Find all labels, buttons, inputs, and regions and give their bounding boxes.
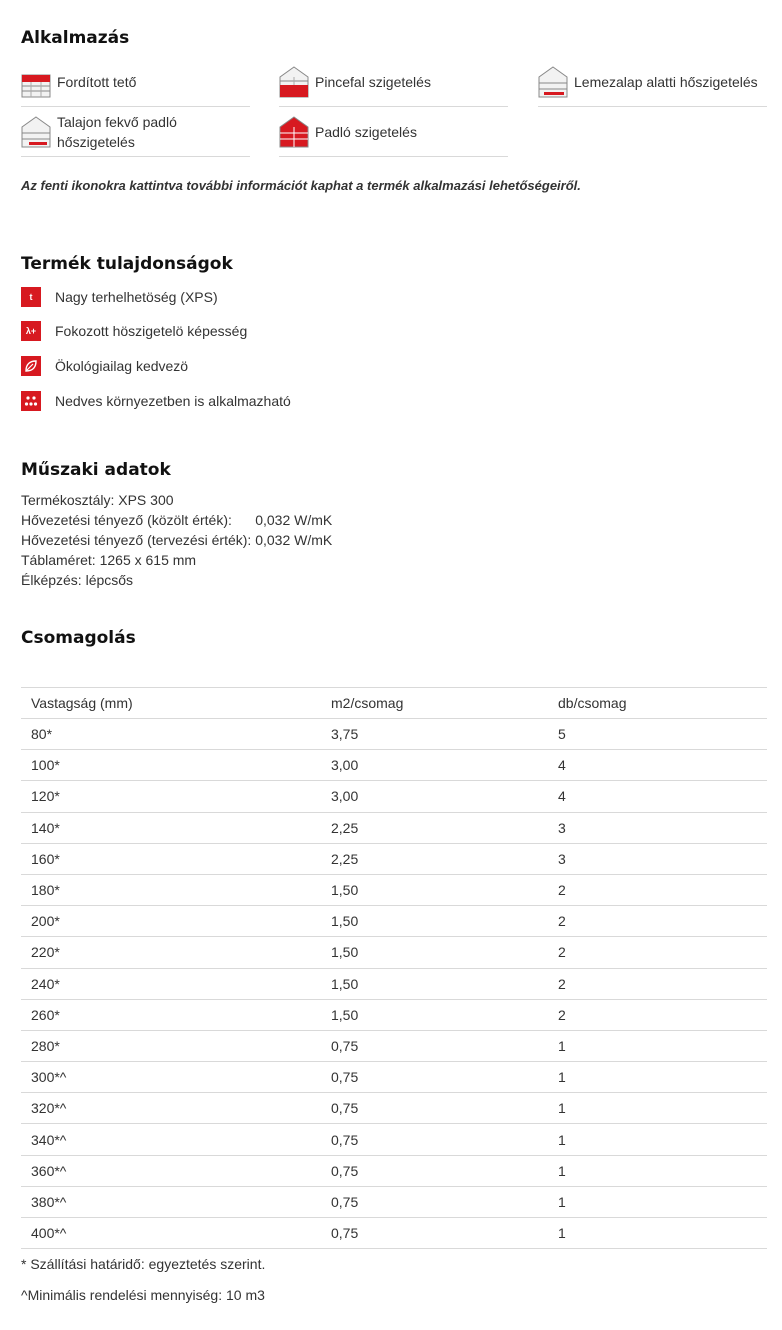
packaging-table	[21, 687, 767, 1249]
m2-per-pack-cell: 2,25	[321, 843, 548, 874]
m2-per-pack-cell: 0,75	[321, 1218, 548, 1249]
m2-per-pack-cell: 1,50	[321, 968, 548, 999]
property-moisture	[21, 391, 291, 411]
water-drops-icon	[21, 391, 41, 411]
tulajdonsagok-heading: Termék tulajdonságok	[21, 254, 233, 274]
m2-per-pack-cell: 0,75	[321, 1124, 548, 1155]
pieces-per-pack-cell: 2	[548, 906, 767, 937]
thickness-cell: 360*^	[21, 1155, 321, 1186]
property-eco	[21, 356, 188, 376]
thickness-cell: 200*	[21, 906, 321, 937]
floor-insulation-icon	[279, 115, 309, 149]
muszaki-heading: Műszaki adatok	[21, 460, 171, 480]
table-row	[21, 812, 767, 843]
app-item-label: Pincefal szigetelés	[315, 73, 431, 90]
m2-per-pack-cell: 1,50	[321, 937, 548, 968]
spec-row: Táblaméret: 1265 x 615 mm	[21, 552, 197, 568]
lambda-plus-icon: λ+	[21, 321, 41, 341]
thickness-cell: 160*	[21, 843, 321, 874]
table-row	[21, 968, 767, 999]
pieces-per-pack-cell: 1	[548, 1124, 767, 1155]
spec-list	[21, 490, 332, 590]
table-row	[21, 874, 767, 905]
footnote-minimum-order: ^Minimális rendelési mennyiség: 10 m3	[21, 1287, 265, 1303]
table-row	[21, 1093, 767, 1124]
alkalmazas-heading: Alkalmazás	[21, 28, 130, 48]
pieces-per-pack-cell: 3	[548, 812, 767, 843]
thickness-cell: 100*	[21, 750, 321, 781]
table-row	[21, 750, 767, 781]
thickness-cell: 220*	[21, 937, 321, 968]
csomagolas-heading: Csomagolás	[21, 628, 136, 648]
table-row	[21, 1186, 767, 1217]
app-item-ground-floor[interactable]	[21, 107, 250, 157]
thickness-cell: 300*^	[21, 1062, 321, 1093]
pieces-per-pack-cell: 4	[548, 781, 767, 812]
inverted-roof-icon	[21, 65, 51, 99]
pieces-per-pack-cell: 4	[548, 750, 767, 781]
thickness-cell: 380*^	[21, 1186, 321, 1217]
pieces-per-pack-cell: 2	[548, 937, 767, 968]
table-row	[21, 999, 767, 1030]
app-item-slab-foundation[interactable]	[538, 57, 767, 107]
app-item-label: Lemezalap alatti hőszigetelés	[574, 73, 758, 90]
column-header: db/csomag	[548, 688, 767, 719]
m2-per-pack-cell: 3,75	[321, 719, 548, 750]
thickness-cell: 340*^	[21, 1124, 321, 1155]
m2-per-pack-cell: 0,75	[321, 1093, 548, 1124]
table-header-row	[21, 688, 767, 719]
pieces-per-pack-cell: 1	[548, 1093, 767, 1124]
pieces-per-pack-cell: 1	[548, 1186, 767, 1217]
pieces-per-pack-cell: 2	[548, 999, 767, 1030]
app-item-label: Fordított tető	[57, 73, 137, 90]
thickness-cell: 140*	[21, 812, 321, 843]
pieces-per-pack-cell: 3	[548, 843, 767, 874]
pieces-per-pack-cell: 1	[548, 1030, 767, 1061]
thickness-cell: 280*	[21, 1030, 321, 1061]
thickness-cell: 240*	[21, 968, 321, 999]
m2-per-pack-cell: 3,00	[321, 750, 548, 781]
column-header: Vastagság (mm)	[21, 688, 321, 719]
app-item-label: Padló szigetelés	[315, 123, 417, 140]
pieces-per-pack-cell: 2	[548, 874, 767, 905]
table-row	[21, 1030, 767, 1061]
slab-foundation-icon	[538, 65, 568, 99]
table-row	[21, 1218, 767, 1249]
property-label: Fokozott höszigetelö képesség	[55, 323, 248, 339]
pieces-per-pack-cell: 1	[548, 1155, 767, 1186]
table-row	[21, 906, 767, 937]
app-item-inverted-roof[interactable]	[21, 57, 250, 107]
spec-row: Hővezetési tényező (közölt érték): 0,032 W/mK	[21, 512, 333, 528]
property-load	[21, 287, 218, 307]
load-weight-icon: t	[21, 287, 41, 307]
m2-per-pack-cell: 2,25	[321, 812, 548, 843]
property-label: Nedves környezetben is alkalmazható	[55, 393, 291, 409]
table-row	[21, 937, 767, 968]
thickness-cell: 260*	[21, 999, 321, 1030]
table-row	[21, 719, 767, 750]
thickness-cell: 120*	[21, 781, 321, 812]
spec-row: Élképzés: lépcsős	[21, 572, 134, 588]
column-header: m2/csomag	[321, 688, 548, 719]
m2-per-pack-cell: 0,75	[321, 1186, 548, 1217]
thickness-cell: 180*	[21, 874, 321, 905]
spec-row: Hővezetési tényező (tervezési érték): 0,032 W/mK	[21, 532, 333, 548]
property-label: Nagy terhelhetöség (XPS)	[55, 289, 218, 305]
table-row	[21, 843, 767, 874]
table-row	[21, 781, 767, 812]
m2-per-pack-cell: 0,75	[321, 1155, 548, 1186]
spec-row: Termékosztály: XPS 300	[21, 492, 174, 508]
pieces-per-pack-cell: 5	[548, 719, 767, 750]
leaf-icon	[21, 356, 41, 376]
thickness-cell: 320*^	[21, 1093, 321, 1124]
table-row	[21, 1155, 767, 1186]
pieces-per-pack-cell: 2	[548, 968, 767, 999]
footnote-delivery: * Szállítási határidő: egyeztetés szerint.	[21, 1256, 266, 1272]
ground-floor-icon	[21, 115, 51, 149]
m2-per-pack-cell: 0,75	[321, 1062, 548, 1093]
table-row	[21, 1124, 767, 1155]
table-row	[21, 1062, 767, 1093]
pieces-per-pack-cell: 1	[548, 1218, 767, 1249]
app-item-label: Talajon fekvő padló hőszigetelés	[57, 113, 177, 150]
thickness-cell: 80*	[21, 719, 321, 750]
m2-per-pack-cell: 1,50	[321, 906, 548, 937]
m2-per-pack-cell: 3,00	[321, 781, 548, 812]
thickness-cell: 400*^	[21, 1218, 321, 1249]
m2-per-pack-cell: 1,50	[321, 999, 548, 1030]
alkalmazas-note: Az fenti ikonokra kattintva további információt kaphat a termék alkalmazási lehetőségeiről.	[21, 178, 581, 193]
m2-per-pack-cell: 1,50	[321, 874, 548, 905]
app-item-basement-wall[interactable]	[279, 57, 508, 107]
app-item-floor-insulation[interactable]	[279, 107, 508, 157]
basement-wall-icon	[279, 65, 309, 99]
pieces-per-pack-cell: 1	[548, 1062, 767, 1093]
property-label: Ökológiailag kedvezö	[55, 358, 189, 374]
m2-per-pack-cell: 0,75	[321, 1030, 548, 1061]
property-lambda	[21, 321, 247, 341]
